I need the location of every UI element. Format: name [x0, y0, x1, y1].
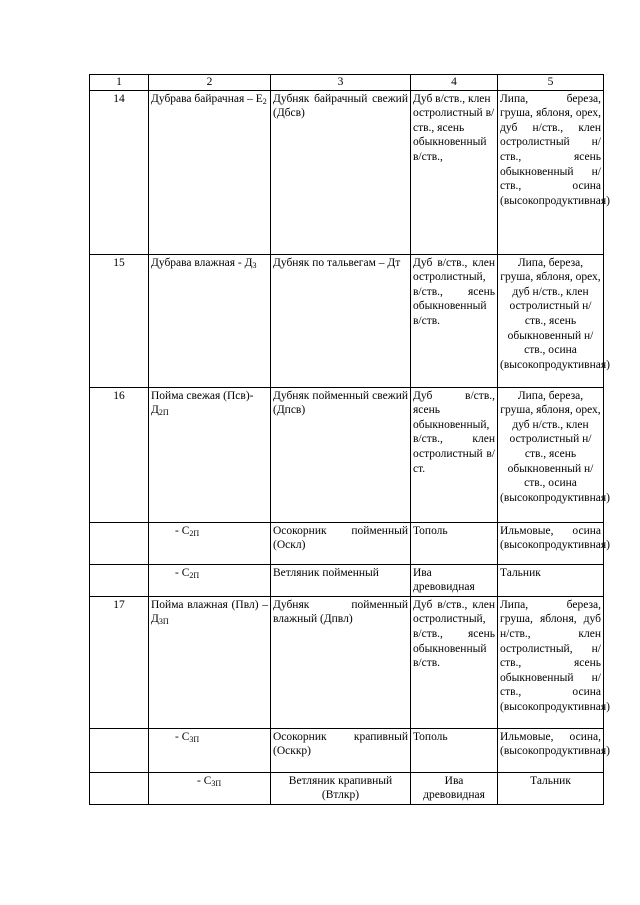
header-col-2: 2 [149, 75, 271, 91]
main-species: Ива древовидная [411, 772, 498, 804]
main-species: Дуб в/ств., клен остролистный, в/ств., ясень обыкновенный в/ств. [411, 596, 498, 728]
habitat-type-text: - С [175, 730, 190, 743]
accompanying-species: Липа, береза, груша, яблоня, дуб н/ств., клен остролистный, н/ств., ясень обыкновенный н/ств., осина (высокопродуктивная) [498, 596, 604, 728]
row-number [90, 728, 149, 772]
row-number [90, 772, 149, 804]
habitat-type-index: 2П [189, 570, 200, 580]
table-row [90, 728, 604, 772]
habitat-type [149, 254, 271, 387]
header-col-1: 1 [90, 75, 149, 91]
main-species: Ива древовидная [411, 564, 498, 596]
table-row [90, 522, 604, 564]
accompanying-species: Липа, береза, груша, яблоня, орех, дуб н/ств., клен остролистный н/ств., ясень обыкновенный н/ств., осина (высокопродуктивная) [498, 387, 604, 522]
header-col-3: 3 [271, 75, 411, 91]
table-row [90, 387, 604, 522]
accompanying-species: Тальник [498, 564, 604, 596]
row-number [90, 564, 149, 596]
table-row [90, 90, 604, 254]
forest-type: Дубняк пойменный свежий (Дпсв) [271, 387, 411, 522]
forest-type: Ветляник крапивный (Втлкр) [271, 772, 411, 804]
habitat-type [149, 596, 271, 728]
forest-types-table [89, 74, 610, 805]
habitat-type-index: 3П [158, 617, 169, 627]
habitat-type-text: - С [175, 566, 190, 579]
habitat-type [149, 772, 271, 804]
habitat-type-index: 3 [252, 260, 257, 270]
habitat-type-text: - С [197, 774, 212, 787]
header-col-4: 4 [411, 75, 498, 91]
accompanying-species: Ильмовые, осина (высокопродуктивная) [498, 522, 604, 564]
forest-type: Дубняк байрачный свежий (Дбсв) [271, 90, 411, 254]
habitat-type-index: 2 [262, 96, 267, 106]
row-number: 15 [90, 254, 149, 387]
habitat-type-text: Пойма влажная (Пвл) – Д [151, 598, 268, 626]
table-row [90, 564, 604, 596]
row-number: 17 [90, 596, 149, 728]
accompanying-species: Липа, береза, груша, яблоня, орех, дуб н/ств., клен остролистный н/ств., ясень обыкновенный н/ств., осина (высокопродуктивная) [498, 254, 604, 387]
main-species: Дуб в/ств., клен остролистный, в/ств., ясень обыкновенный в/ств. [411, 254, 498, 387]
habitat-type-text: Дубрава байрачная – Е [151, 92, 263, 105]
header-col-5: 5 [498, 75, 604, 91]
table-row [90, 254, 604, 387]
forest-type: Осокорник пойменный (Оскл) [271, 522, 411, 564]
forest-type: Ветляник пойменный [271, 564, 411, 596]
habitat-type-index: 3П [189, 734, 200, 744]
habitat-type [149, 564, 271, 596]
forest-type: Дубняк по тальвегам – Дт [271, 254, 411, 387]
accompanying-species: Ильмовые, осина, (высокопродуктивная) [498, 728, 604, 772]
habitat-type-index: 2П [189, 528, 200, 538]
header-row [90, 75, 604, 91]
main-species: Дуб в/ств., ясень обыкновенный, в/ств., клен остролистный в/ст. [411, 387, 498, 522]
main-species: Тополь [411, 522, 498, 564]
table-row [90, 596, 604, 728]
row-number: 16 [90, 387, 149, 522]
habitat-type [149, 387, 271, 522]
habitat-type [149, 522, 271, 564]
accompanying-species: Тальник [498, 772, 604, 804]
habitat-type-index: 3П [211, 778, 222, 788]
row-number: 14 [90, 90, 149, 254]
forest-type: Дубняк пойменный влажный (Дпвл) [271, 596, 411, 728]
habitat-type-index: 2П [158, 408, 169, 418]
habitat-type [149, 90, 271, 254]
forest-type: Осокорник крапивный (Осккр) [271, 728, 411, 772]
table-row [90, 772, 604, 804]
habitat-type-text: Пойма свежая (Псв)-Д [151, 389, 254, 417]
habitat-type-text: - С [175, 524, 190, 537]
main-species: Тополь [411, 728, 498, 772]
habitat-type [149, 728, 271, 772]
habitat-type-text: Дубрава влажная - Д [151, 256, 253, 269]
row-number [90, 522, 149, 564]
accompanying-species: Липа, береза, груша, яблоня, орех, дуб н/ств., клен остролистный н/ств., ясень обыкновенный н/ств., осина (высокопродуктивная) [498, 90, 604, 254]
main-species: Дуб в/ств., клен остролистный в/ств., ясень обыкновенный в/ств., [411, 90, 498, 254]
